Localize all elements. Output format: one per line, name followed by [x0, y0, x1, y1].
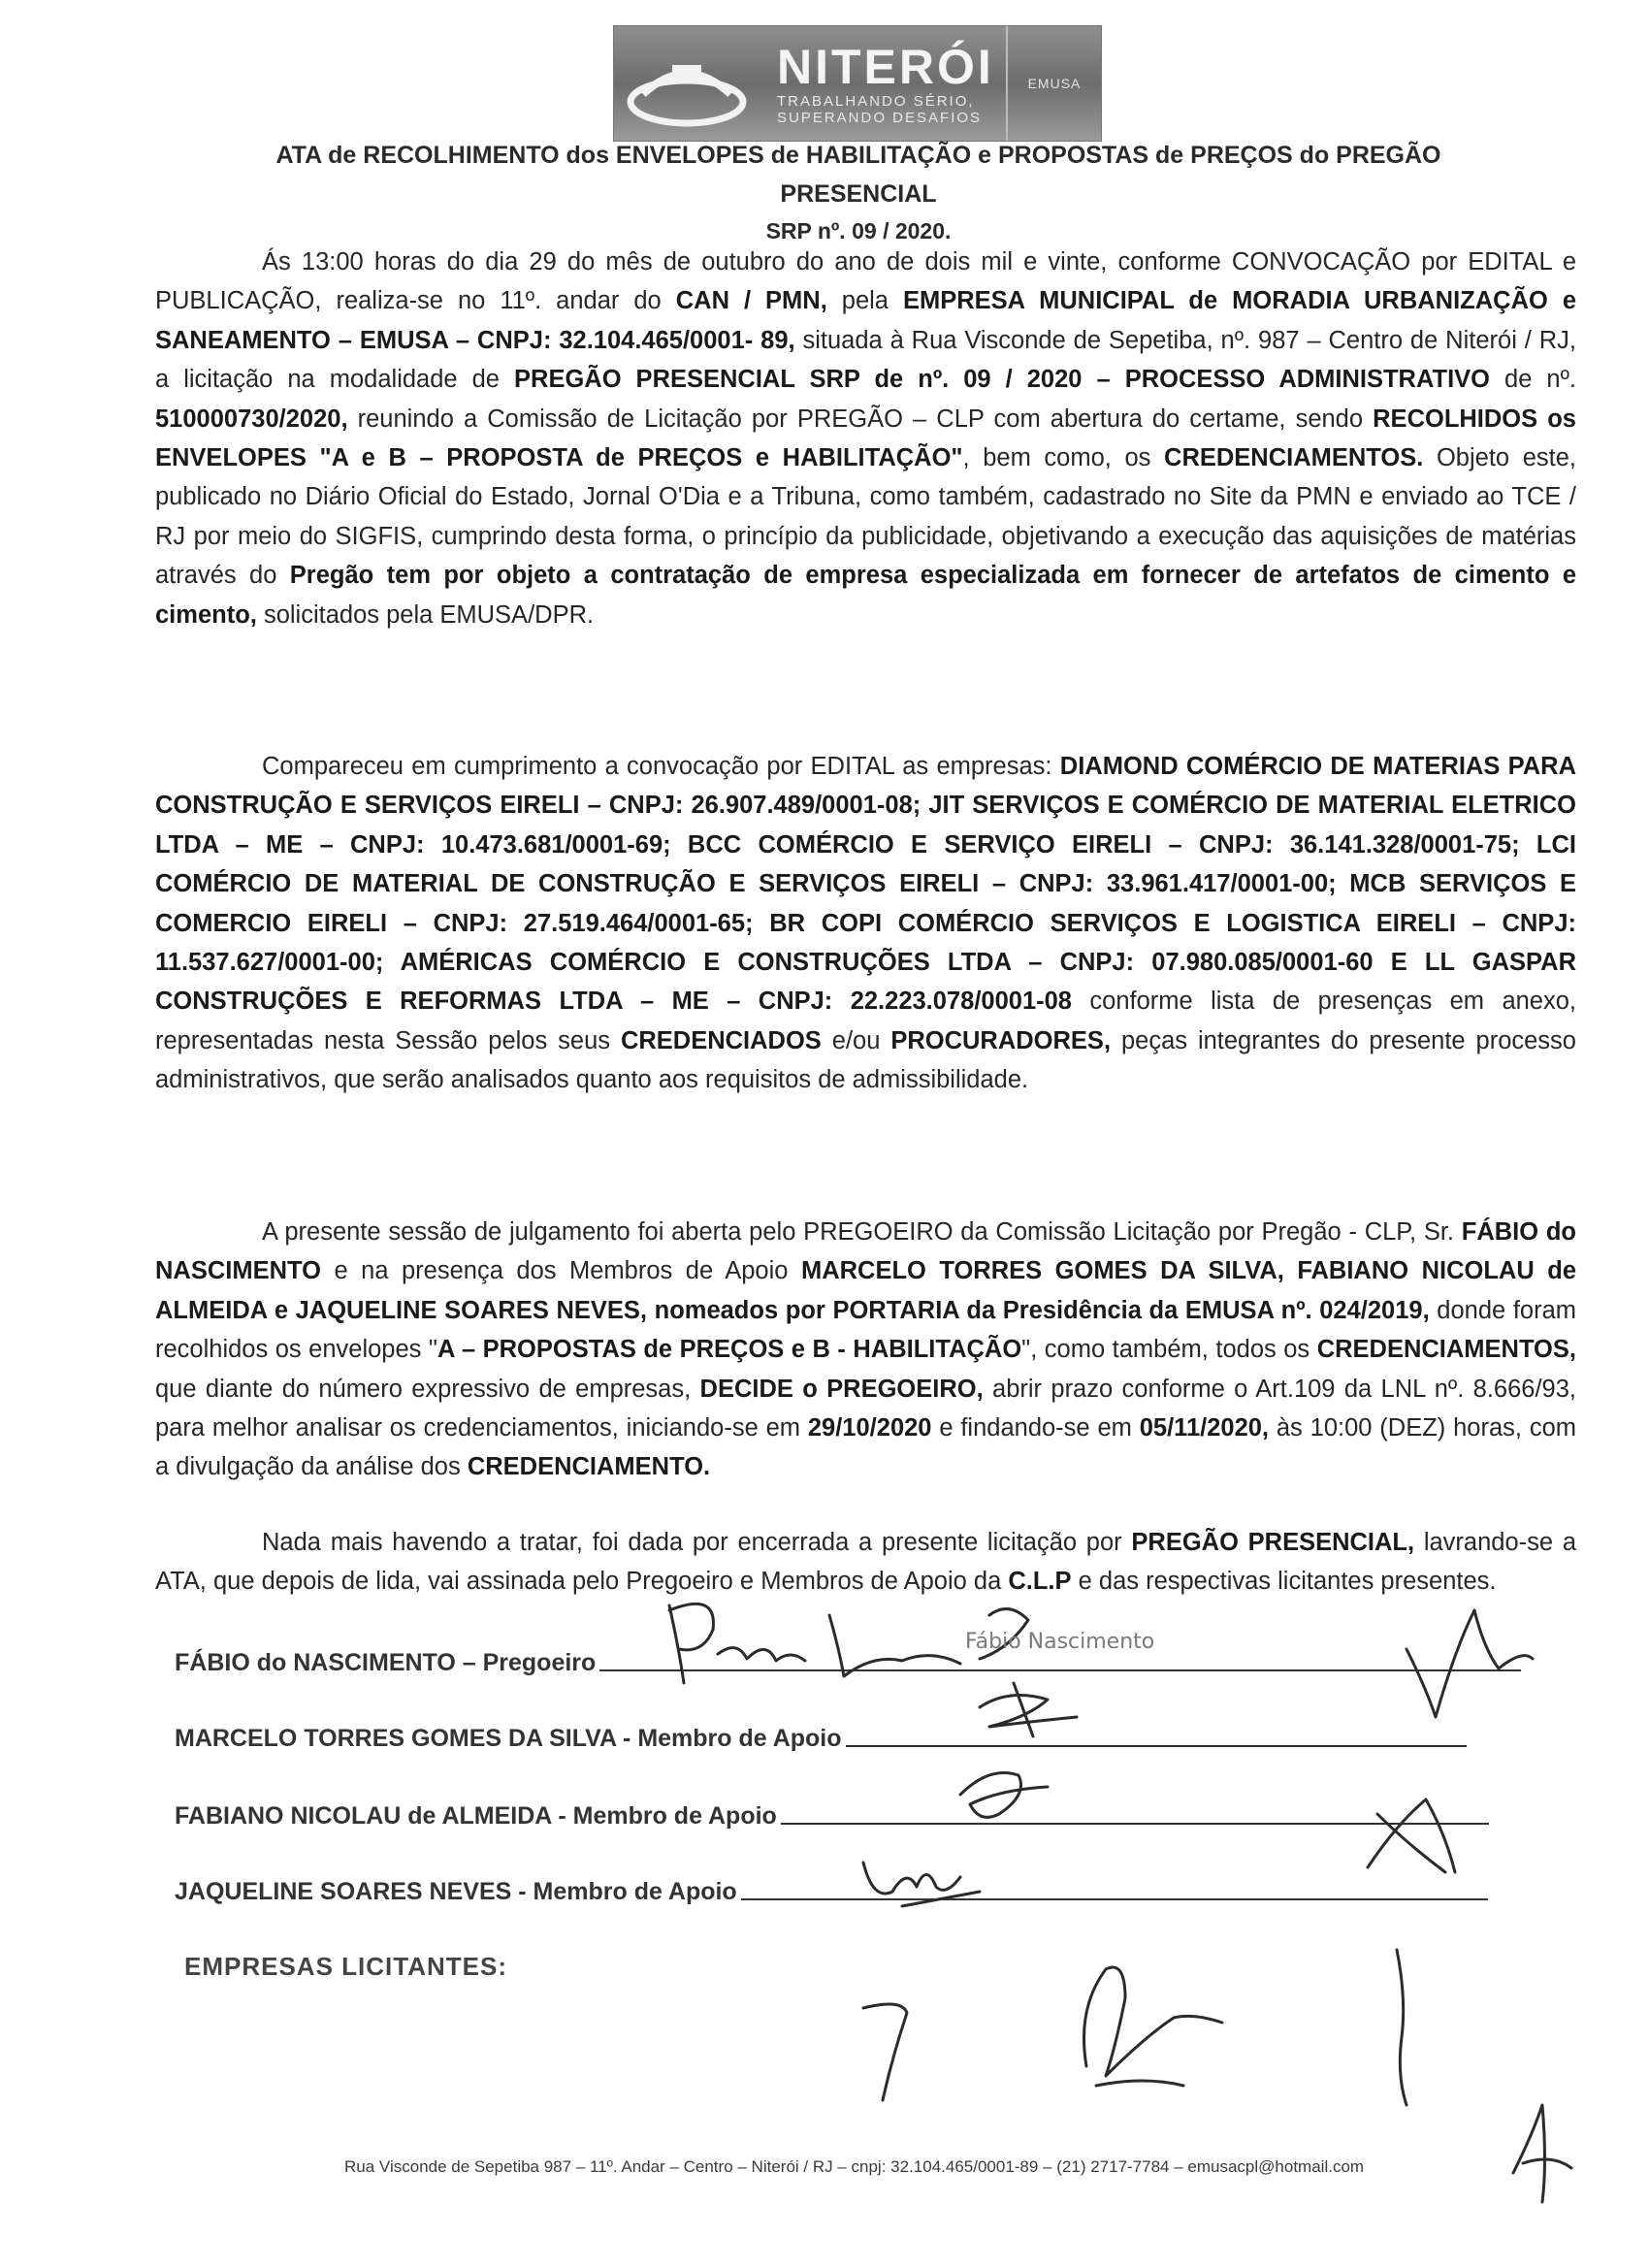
p4-bold-2: C.L.P	[1008, 1568, 1072, 1596]
p1-text-6: , bem como, os	[962, 444, 1165, 472]
signature-rule	[781, 1823, 1489, 1825]
signature-line-membro-3	[175, 1878, 1488, 1906]
document-title	[199, 136, 1518, 248]
empresas-licitantes-label: EMPRESAS LICITANTES:	[184, 1952, 507, 1981]
p1-text-7: Objeto este, publicado no Diário Oficial do Estado, Jornal O'Dia e a Tribuna, como também, cadastrado no Site da PMN e enviado ao TCE / RJ por meio do SIGFIS, cumprindo desta forma, o princípio da publicidade, objetivando a execução das aquisições de matérias através do	[155, 444, 1576, 590]
p2-text-3: e/ou	[821, 1026, 891, 1054]
paragraph-1	[155, 243, 1576, 634]
signature-label-membro-3: JAQUELINE SOARES NEVES - Membro de Apoio	[175, 1878, 737, 1905]
p3-text-5: que diante do número expressivo de empresas,	[155, 1375, 700, 1403]
p1-bold-7: Pregão tem por objeto a contratação de empresa especializada em fornecer de artefatos de cimento e cimento,	[155, 562, 1577, 629]
p1-text-1: Ás 13:00 horas do dia 29 do mês de outubro do ano de dois mil e vinte, conforme CONVOCAÇÃO por EDITAL e PUBLICAÇÃO, realiza-se no 11º. andar do	[155, 248, 1576, 315]
p1-text-4: de nº.	[1490, 366, 1577, 394]
p1-text-5: reunindo a Comissão de Licitação por PREGÃO – CLP com abertura do certame, sendo	[347, 405, 1374, 433]
p3-bold-7: 05/11/2020,	[1139, 1414, 1270, 1442]
p3-text-6: abrir prazo conforme o Art.109 da LNL nº. 8.666/93, para melhor analisar os credenciamentos, iniciando-se em	[155, 1375, 1576, 1442]
signature-line-pregoeiro	[175, 1649, 1521, 1677]
paragraph-4	[155, 1523, 1576, 1602]
p1-text-2: pela	[826, 287, 903, 315]
logo-name: NITERÓI	[777, 40, 994, 94]
signature-stamp: Fábio Nascimento	[965, 1630, 1155, 1654]
logo-slogan-1: TRABALHANDO SÉRIO,	[777, 93, 975, 110]
p2-bold-2: CREDENCIADOS	[620, 1026, 822, 1054]
p2-bold-3: PROCURADORES,	[890, 1026, 1112, 1054]
title-line-2: SRP nº. 09 / 2020.	[765, 218, 952, 243]
p1-bold-4: 510000730/2020,	[155, 405, 348, 433]
p4-text-1: Nada mais havendo a tratar, foi dada por encerrada a presente licitação por	[262, 1529, 1132, 1556]
p4-text-3: e das respectivas licitantes presentes.	[1071, 1568, 1497, 1596]
signature-rule	[741, 1898, 1488, 1900]
signature-label-pregoeiro: FÁBIO do NASCIMENTO – Pregoeiro	[175, 1649, 597, 1676]
p1-bold-6: CREDENCIAMENTOS.	[1164, 444, 1424, 472]
p1-text-3: situada à Rua Visconde de Sepetiba, nº. 987 – Centro de Niterói / RJ, a licitação na modalidade de	[155, 326, 1576, 394]
p3-text-8: às 10:00 (DEZ) horas, com a divulgação da análise dos	[155, 1414, 1576, 1481]
p3-text-4: ", como também, todos os	[1021, 1336, 1317, 1364]
footer-address: Rua Visconde de Sepetiba 987 – 11º. Andar – Centro – Niterói / RJ – cnpj: 32.104.465/0001-89 – (21) 2717-7784 – emusacpl@hotmail.com	[344, 2157, 1365, 2176]
p1-text-8: solicitados pela EMUSA/DPR.	[256, 600, 595, 629]
logo-slogan-2: SUPERANDO DESAFIOS	[777, 110, 983, 126]
paragraph-3	[155, 1213, 1576, 1487]
title-line-1: ATA de RECOLHIMENTO dos ENVELOPES de HABILITAÇÃO e PROPOSTAS de PREÇOS do PREGÃO PRESENCIAL	[275, 142, 1441, 208]
signature-licitante-1	[863, 2004, 907, 2100]
p4-text-2: lavrando-se a ATA, que depois de lida, vai assinada pelo Pregoeiro e Membros de Apoio da	[155, 1529, 1576, 1596]
signature-licitante-2	[1084, 1967, 1223, 2086]
signature-line-membro-2	[175, 1802, 1489, 1831]
p1-bold-5: RECOLHIDOS os ENVELOPES "A e B – PROPOSTA de PREÇOS e HABILITAÇÃO"	[155, 405, 1576, 472]
p3-text-7: e findando-se em	[931, 1414, 1140, 1442]
p3-bold-6: 29/10/2020	[807, 1414, 932, 1442]
p2-bold-1: DIAMOND COMÉRCIO DE MATERIAS PARA CONSTRUÇÃO E SERVIÇOS EIRELI – CNPJ: 26.907.489/0001-08; JIT SERVIÇOS E COMÉRCIO DE MATERIAL ELETRICO LTDA – ME – CNPJ: 10.473.681/0001-69; BCC COMÉRCIO E SERVIÇO EIRELI – CNPJ: 36.141.328/0001-75; LCI COMÉRCIO DE MATERIAL DE CONSTRUÇÃO E SERVIÇOS EIRELI – CNPJ: 33.961.417/0001-00; MCB SERVIÇOS E COMERCIO EIRELI – CNPJ: 27.519.464/0001-65; BR COPI COMÉRCIO SERVIÇOS E LOGISTICA EIRELI – CNPJ: 11.537.627/0001-00; AMÉRICAS COMÉRCIO E CONSTRUÇÕES LTDA – CNPJ: 07.980.085/0001-60 E LL GASPAR CONSTRUÇÕES E REFORMAS LTDA – ME – CNPJ: 22.223.078/0001-08	[155, 753, 1576, 1016]
niteroi-emblem-icon	[614, 26, 760, 141]
p3-bold-1: FÁBIO do NASCIMENTO	[155, 1218, 1576, 1285]
signature-rule	[846, 1745, 1467, 1747]
signature-line-membro-1	[175, 1725, 1467, 1753]
p3-bold-8: CREDENCIAMENTO.	[467, 1453, 711, 1481]
p2-text-1: Compareceu em cumprimento a convocação por EDITAL as empresas:	[262, 753, 1060, 780]
niteroi-logo	[613, 25, 1102, 142]
paragraph-2	[155, 747, 1576, 1100]
logo-tag: EMUSA	[1006, 26, 1101, 141]
p2-text-4: peças integrantes do presente processo administrativos, que serão analisados quanto aos requisitos de admissibilidade.	[155, 1026, 1576, 1094]
p3-text-3: donde foram recolhidos os envelopes "	[155, 1296, 1577, 1364]
p1-bold-2: EMPRESA MUNICIPAL de MORADIA URBANIZAÇÃO e SANEAMENTO – EMUSA – CNPJ: 32.104.465/0001- 89,	[155, 287, 1576, 354]
p2-text-2: conforme lista de presenças em anexo, representadas nesta Sessão pelos seus	[155, 988, 1577, 1054]
p3-text-2: e na presença dos Membros de Apoio	[320, 1257, 801, 1285]
signature-footer-mark	[1513, 2105, 1571, 2202]
p3-bold-5: DECIDE o PREGOEIRO,	[699, 1375, 984, 1403]
p4-bold-1: PREGÃO PRESENCIAL,	[1131, 1529, 1415, 1556]
p3-bold-2: MARCELO TORRES GOMES DA SILVA, FABIANO NICOLAU de ALMEIDA e JAQUELINE SOARES NEVES, nomeados por PORTARIA da Presidência da EMUSA nº. 024/2019,	[155, 1257, 1577, 1324]
p3-bold-3: A – PROPOSTAS de PREÇOS e B - HABILITAÇÃO	[436, 1336, 1022, 1364]
signature-rule	[599, 1669, 1521, 1671]
signature-label-membro-1: MARCELO TORRES GOMES DA SILVA - Membro de Apoio	[175, 1725, 842, 1752]
signature-label-membro-2: FABIANO NICOLAU de ALMEIDA - Membro de Apoio	[175, 1802, 777, 1830]
signature-licitante-3	[1397, 1950, 1406, 2105]
p1-bold-3: PREGÃO PRESENCIAL SRP de nº. 09 / 2020 – PROCESSO ADMINISTRATIVO	[514, 366, 1491, 394]
p3-bold-4: CREDENCIAMENTOS,	[1316, 1336, 1576, 1364]
p3-text-1: A presente sessão de julgamento foi aberta pelo PREGOEIRO da Comissão Licitação por Pregão - CLP, Sr.	[262, 1218, 1462, 1246]
p1-bold-1: CAN / PMN,	[675, 287, 827, 315]
